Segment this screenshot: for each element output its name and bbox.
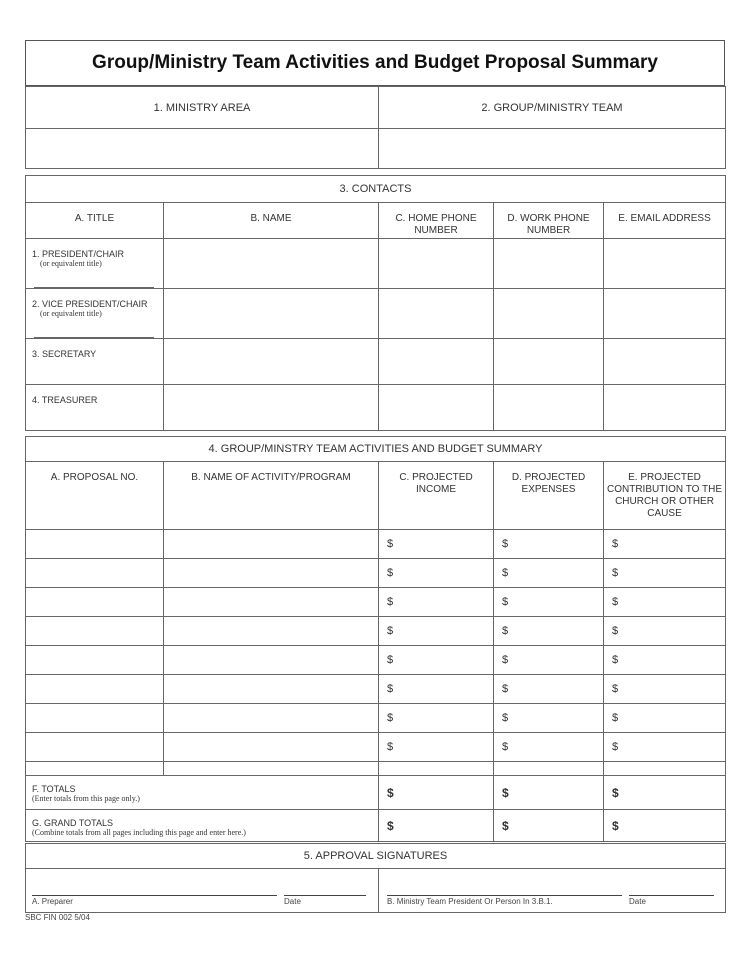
activity-name-field[interactable] [164,588,379,617]
expenses-field[interactable]: $ [494,530,604,559]
income-field[interactable]: $ [379,530,494,559]
expenses-field[interactable]: $ [494,617,604,646]
activities-col-income: C. PROJECTED INCOME [379,462,494,530]
income-field[interactable]: $ [379,675,494,704]
contact-row-secretary [26,339,726,385]
approval-table [25,843,726,913]
activity-name-field[interactable] [164,530,379,559]
income-field[interactable]: $ [379,588,494,617]
proposal-no-field[interactable] [26,762,164,776]
activities-table [25,436,726,842]
proposal-no-field[interactable] [26,617,164,646]
contact-work-phone-field[interactable] [494,385,604,431]
spacer-cell [494,762,604,776]
activity-name-field[interactable] [164,704,379,733]
proposal-no-field[interactable] [26,675,164,704]
activity-row [26,530,726,559]
activity-name-field[interactable] [164,733,379,762]
group-team-header: 2. GROUP/MINISTRY TEAM [379,87,726,129]
contact-home-phone-field[interactable] [379,339,494,385]
expenses-field[interactable]: $ [494,675,604,704]
contact-home-phone-field[interactable] [379,385,494,431]
ministry-area-table [25,86,726,169]
grand-expenses-field[interactable]: $ [494,810,604,842]
contact-label: 3. SECRETARY [26,339,164,385]
contribution-field[interactable]: $ [604,704,726,733]
activities-col-name: B. NAME OF ACTIVITY/PROGRAM [164,462,379,530]
totals-note: (Enter totals from this page only.) [32,794,140,803]
activity-name-field[interactable] [164,762,379,776]
income-field[interactable]: $ [379,733,494,762]
activity-name-field[interactable] [164,646,379,675]
activities-col-contribution: E. PROJECTED CONTRIBUTION TO THE CHURCH OR OTHER CAUSE [604,462,726,530]
grand-totals-label: G. GRAND TOTALS [32,818,114,828]
contribution-field[interactable]: $ [604,617,726,646]
activity-row [26,675,726,704]
income-field[interactable]: $ [379,704,494,733]
expenses-field[interactable]: $ [494,704,604,733]
contact-row-vice-president [26,289,726,339]
contact-label: 1. PRESIDENT/CHAIR [32,249,125,259]
proposal-no-field[interactable] [26,588,164,617]
income-field[interactable]: $ [379,646,494,675]
totals-contribution-field[interactable]: $ [604,776,726,810]
totals-expenses-field[interactable]: $ [494,776,604,810]
contact-name-field[interactable] [164,339,379,385]
activities-col-proposal-no: A. PROPOSAL NO. [26,462,164,530]
approval-heading: 5. APPROVAL SIGNATURES [26,844,726,869]
contacts-heading: 3. CONTACTS [26,176,726,203]
income-field[interactable]: $ [379,559,494,588]
contact-email-field[interactable] [604,239,726,289]
contact-email-field[interactable] [604,289,726,339]
activities-col-expenses: D. PROJECTED EXPENSES [494,462,604,530]
contribution-field[interactable]: $ [604,675,726,704]
activity-row [26,559,726,588]
activity-row [26,588,726,617]
activity-row [26,704,726,733]
contact-sublabel: (or equivalent title) [40,309,102,318]
contact-work-phone-field[interactable] [494,239,604,289]
activity-row [26,733,726,762]
contribution-field[interactable]: $ [604,646,726,675]
ministry-area-field[interactable] [26,129,379,169]
contact-title-cell [26,239,164,289]
contact-sublabel: (or equivalent title) [40,259,102,268]
contact-label: 4. TREASURER [26,385,164,431]
grand-totals-row [26,810,726,842]
grand-totals-label-cell [26,810,379,842]
grand-totals-note: (Combine totals from all pages including this page and enter here.) [32,828,246,837]
contact-name-field[interactable] [164,289,379,339]
activity-name-field[interactable] [164,675,379,704]
contribution-field[interactable]: $ [604,588,726,617]
proposal-no-field[interactable] [26,733,164,762]
contribution-field[interactable]: $ [604,530,726,559]
preparer-date-line[interactable]: Date [284,895,366,906]
activity-row [26,646,726,675]
contribution-field[interactable]: $ [604,733,726,762]
preparer-signature-cell [26,869,379,913]
president-date-line[interactable]: Date [629,895,714,906]
contact-name-field[interactable] [164,239,379,289]
contact-work-phone-field[interactable] [494,339,604,385]
contribution-field[interactable]: $ [604,559,726,588]
totals-row [26,776,726,810]
contact-title-cell [26,289,164,339]
group-team-field[interactable] [379,129,726,169]
contact-name-field[interactable] [164,385,379,431]
expenses-field[interactable]: $ [494,588,604,617]
grand-income-field[interactable]: $ [379,810,494,842]
contacts-table [25,175,726,431]
contact-home-phone-field[interactable] [379,239,494,289]
spacer-cell [604,762,726,776]
totals-income-field[interactable]: $ [379,776,494,810]
expenses-field[interactable]: $ [494,646,604,675]
income-field[interactable]: $ [379,617,494,646]
contact-home-phone-field[interactable] [379,289,494,339]
grand-contribution-field[interactable]: $ [604,810,726,842]
activities-heading: 4. GROUP/MINSTRY TEAM ACTIVITIES AND BUDGET SUMMARY [26,437,726,462]
proposal-no-field[interactable] [26,559,164,588]
expenses-field[interactable]: $ [494,733,604,762]
contact-label: 2. VICE PRESIDENT/CHAIR [32,299,148,309]
president-signature-line[interactable]: B. Ministry Team President Or Person In 3.B.1. [387,895,622,906]
contacts-col-name: B. NAME [164,203,379,239]
totals-label-cell [26,776,379,810]
activity-name-field[interactable] [164,617,379,646]
president-signature-cell [379,869,726,913]
contact-email-field[interactable] [604,385,726,431]
contacts-col-work-phone: D. WORK PHONE NUMBER [494,203,604,239]
contact-row-president [26,239,726,289]
contacts-col-email: E. EMAIL ADDRESS [604,203,726,239]
proposal-no-field[interactable] [26,704,164,733]
expenses-field[interactable]: $ [494,559,604,588]
ministry-area-header: 1. MINISTRY AREA [26,87,379,129]
preparer-signature-line[interactable]: A. Preparer [32,895,277,906]
totals-label: F. TOTALS [32,784,76,794]
activity-name-field[interactable] [164,559,379,588]
contacts-col-home-phone: C. HOME PHONE NUMBER [379,203,494,239]
activity-row [26,617,726,646]
activity-rows [26,530,726,762]
form-title: Group/Ministry Team Activities and Budget Proposal Summary [25,40,725,86]
proposal-no-field[interactable] [26,646,164,675]
form-code: SBC FIN 002 5/04 [25,913,90,922]
contact-email-field[interactable] [604,339,726,385]
activity-spacer-row [26,762,726,776]
contacts-col-title: A. TITLE [26,203,164,239]
spacer-cell [379,762,494,776]
contact-row-treasurer [26,385,726,431]
contact-work-phone-field[interactable] [494,289,604,339]
proposal-no-field[interactable] [26,530,164,559]
